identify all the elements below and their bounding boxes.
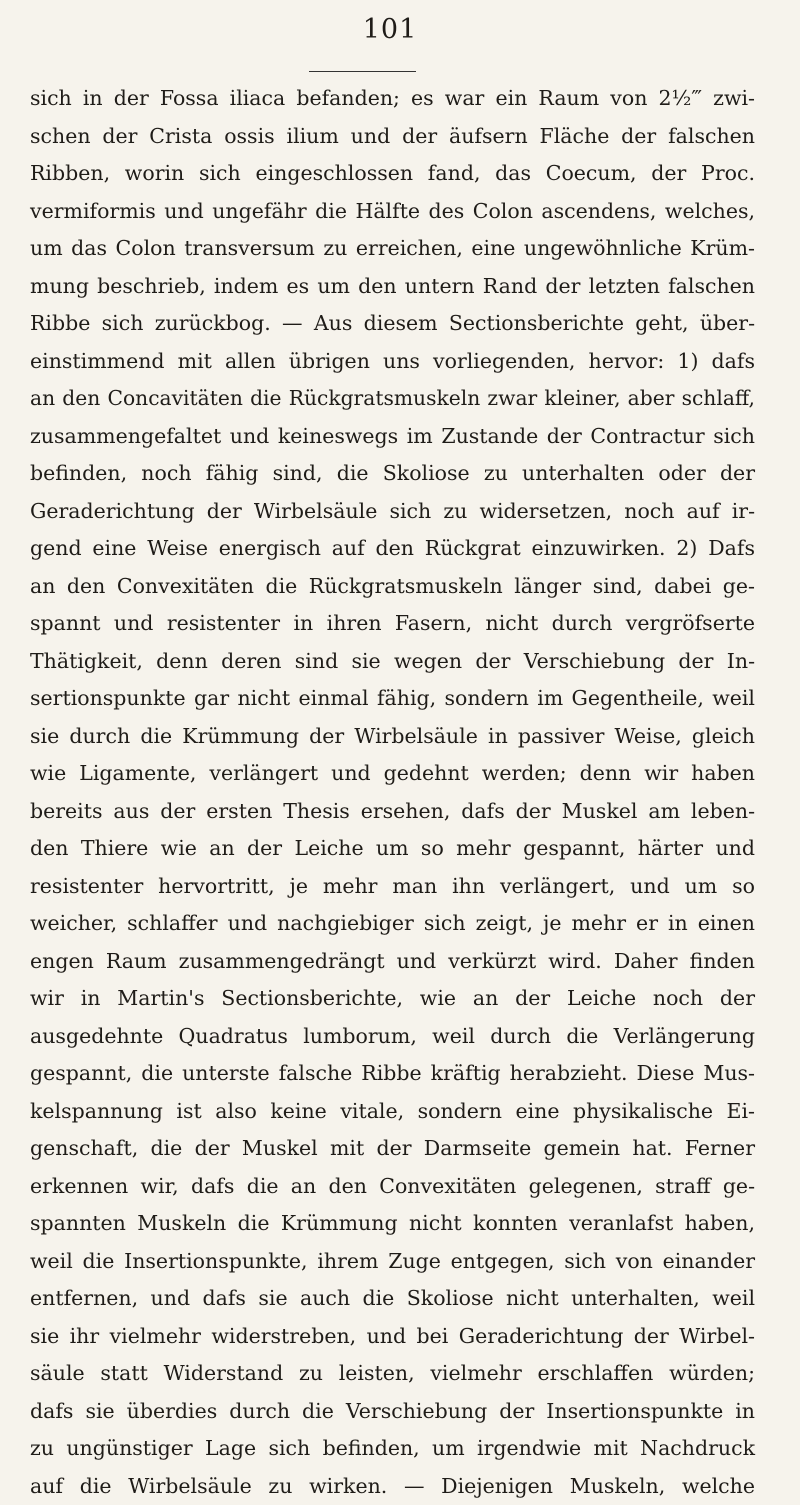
text-line: weil die Insertionspunkte, ihrem Zuge entgegen, sich von einander <box>30 1243 755 1281</box>
text-line: sertionspunkte gar nicht einmal fähig, sondern im Gegentheile, weil <box>30 680 755 718</box>
header-rule <box>309 71 416 72</box>
text-line: wie Ligamente, verlängert und gedehnt werden; denn wir haben <box>30 755 755 793</box>
text-line: Thätigkeit, denn deren sind sie wegen der Verschiebung der In- <box>30 643 755 681</box>
text-line: an den Convexitäten die Rückgratsmuskeln länger sind, dabei ge- <box>30 568 755 606</box>
text-line: an den Concavitäten die Rückgratsmuskeln zwar kleiner, aber schlaff, <box>30 380 755 418</box>
text-line: einstimmend mit allen übrigen uns vorliegenden, hervor: 1) dafs <box>30 343 755 381</box>
page-number: 101 <box>0 14 780 45</box>
text-line: weicher, schlaffer und nachgiebiger sich zeigt, je mehr er in einen <box>30 905 755 943</box>
text-line: bereits aus der ersten Thesis ersehen, dafs der Muskel am leben- <box>30 793 755 831</box>
text-line: mung beschrieb, indem es um den untern Rand der letzten falschen <box>30 268 755 306</box>
text-line: Geraderichtung der Wirbelsäule sich zu widersetzen, noch auf ir- <box>30 493 755 531</box>
text-line: auf die Wirbelsäule zu wirken. — Diejenigen Muskeln, welche <box>30 1468 755 1505</box>
text-line: genschaft, die der Muskel mit der Darmseite gemein hat. Ferner <box>30 1130 755 1168</box>
text-line: engen Raum zusammengedrängt und verkürzt wird. Daher finden <box>30 943 755 981</box>
text-line: sich in der Fossa iliaca befanden; es war ein Raum von 2½‴ zwi- <box>30 80 755 118</box>
text-line: entfernen, und dafs sie auch die Skoliose nicht unterhalten, weil <box>30 1280 755 1318</box>
text-line: kelspannung ist also keine vitale, sondern eine physikalische Ei- <box>30 1093 755 1131</box>
text-line: schen der Crista ossis ilium und der äufsern Fläche der falschen <box>30 118 755 156</box>
text-line: wir in Martin's Sectionsberichte, wie an der Leiche noch der <box>30 980 755 1018</box>
text-line: sie durch die Krümmung der Wirbelsäule in passiver Weise, gleich <box>30 718 755 756</box>
text-line: spannt und resistenter in ihren Fasern, nicht durch vergröfserte <box>30 605 755 643</box>
text-line: vermiformis und ungefähr die Hälfte des Colon ascendens, welches, <box>30 193 755 231</box>
text-line: den Thiere wie an der Leiche um so mehr gespannt, härter und <box>30 830 755 868</box>
text-line: Ribbe sich zurückbog. — Aus diesem Sectionsberichte geht, über- <box>30 305 755 343</box>
text-line: ausgedehnte Quadratus lumborum, weil durch die Verlängerung <box>30 1018 755 1056</box>
text-line: sie ihr vielmehr widerstreben, und bei Geraderichtung der Wirbel- <box>30 1318 755 1356</box>
text-line: zusammengefaltet und keineswegs im Zustande der Contractur sich <box>30 418 755 456</box>
text-line: Ribben, worin sich eingeschlossen fand, das Coecum, der Proc. <box>30 155 755 193</box>
text-line: dafs sie überdies durch die Verschiebung der Insertionspunkte in <box>30 1393 755 1431</box>
text-line: zu ungünstiger Lage sich befinden, um irgendwie mit Nachdruck <box>30 1430 755 1468</box>
body-text <box>30 80 755 1505</box>
text-line: befinden, noch fähig sind, die Skoliose zu unterhalten oder der <box>30 455 755 493</box>
text-line: gend eine Weise energisch auf den Rückgrat einzuwirken. 2) Dafs <box>30 530 755 568</box>
text-line: gespannt, die unterste falsche Ribbe kräftig herabzieht. Diese Mus- <box>30 1055 755 1093</box>
text-line: säule statt Widerstand zu leisten, vielmehr erschlaffen würden; <box>30 1355 755 1393</box>
text-line: um das Colon transversum zu erreichen, eine ungewöhnliche Krüm- <box>30 230 755 268</box>
text-line: erkennen wir, dafs die an den Convexitäten gelegenen, straff ge- <box>30 1168 755 1206</box>
text-line: resistenter hervortritt, je mehr man ihn verlängert, und um so <box>30 868 755 906</box>
text-line: spannten Muskeln die Krümmung nicht konnten veranlafst haben, <box>30 1205 755 1243</box>
